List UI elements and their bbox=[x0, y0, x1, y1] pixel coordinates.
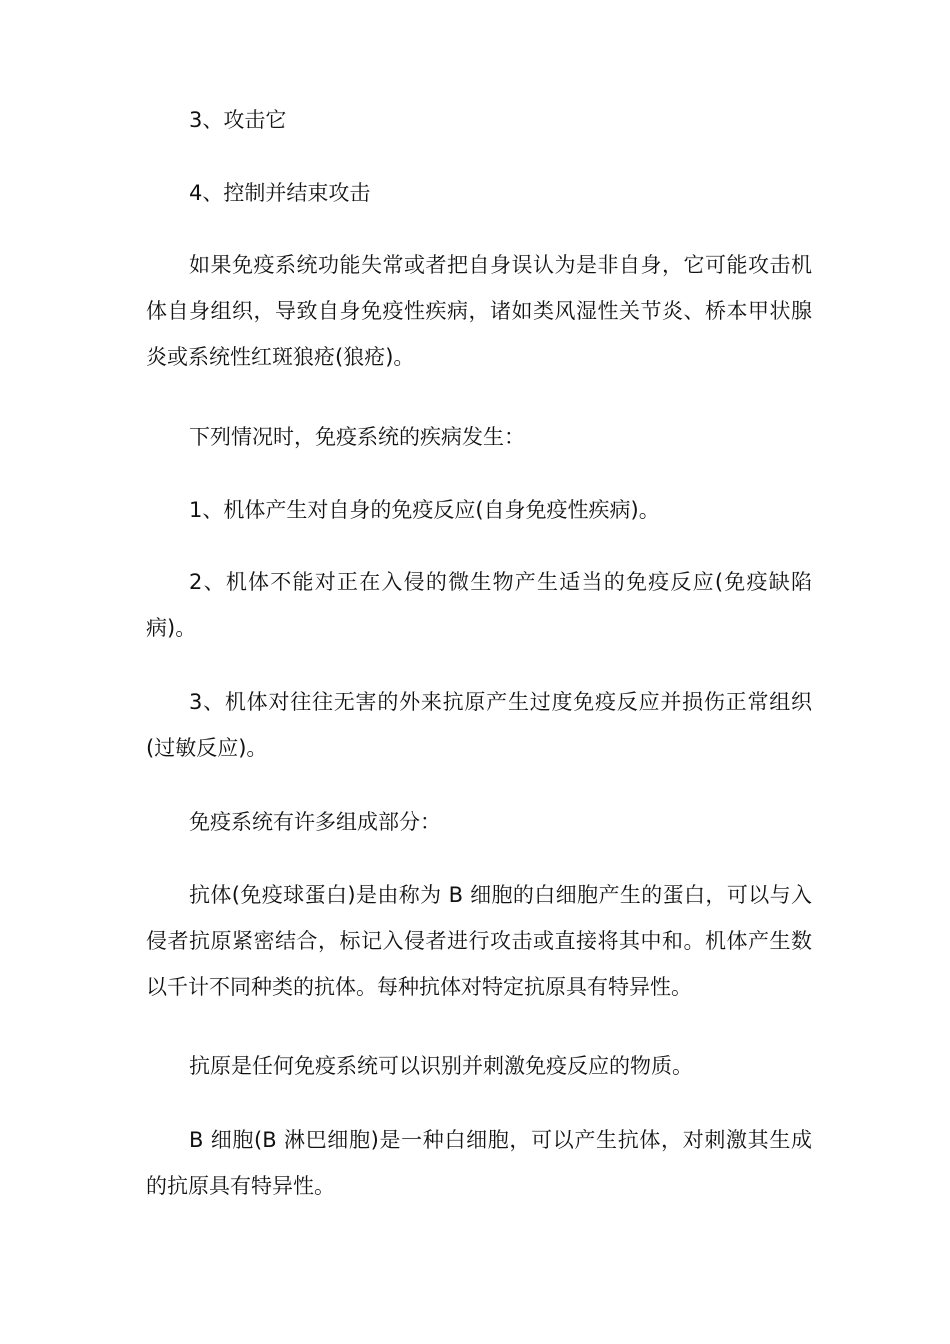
paragraph-antibodies: 抗体(免疫球蛋白)是由称为 B 细胞的白细胞产生的蛋白，可以与入侵者抗原紧密结合，标记入侵者进行攻击或直接将其中和。机体产生数以千计不同种类的抗体。每种抗体对特定抗原具有特异性。 bbox=[146, 883, 812, 999]
paragraph-b-cells: B 细胞(B 淋巴细胞)是一种白细胞，可以产生抗体，对刺激其生成的抗原具有特异性。 bbox=[146, 1128, 812, 1198]
list-item-autoimmune: 1、机体产生对自身的免疫反应(自身免疫性疾病)。 bbox=[189, 498, 660, 522]
list-item-attack: 3、攻击它 bbox=[189, 108, 287, 132]
paragraph-autoimmune-intro: 如果免疫系统功能失常或者把自身误认为是非自身，它可能攻击机体自身组织，导致自身免疫性疾病，诸如类风湿性关节炎、桥本甲状腺炎或系统性红斑狼疮(狼疮)。 bbox=[146, 253, 812, 369]
paragraph-components: 免疫系统有许多组成部分： bbox=[189, 810, 441, 834]
paragraph-antigen: 抗原是任何免疫系统可以识别并刺激免疫反应的物质。 bbox=[189, 1054, 693, 1078]
list-item-allergy: 3、机体对往往无害的外来抗原产生过度免疫反应并损伤正常组织(过敏反应)。 bbox=[146, 690, 812, 760]
list-item-immunodeficiency: 2、机体不能对正在入侵的微生物产生适当的免疫反应(免疫缺陷病)。 bbox=[146, 570, 812, 640]
paragraph-disease-conditions: 下列情况时，免疫系统的疾病发生： bbox=[189, 425, 525, 449]
list-item-control-attack: 4、控制并结束攻击 bbox=[189, 181, 371, 205]
